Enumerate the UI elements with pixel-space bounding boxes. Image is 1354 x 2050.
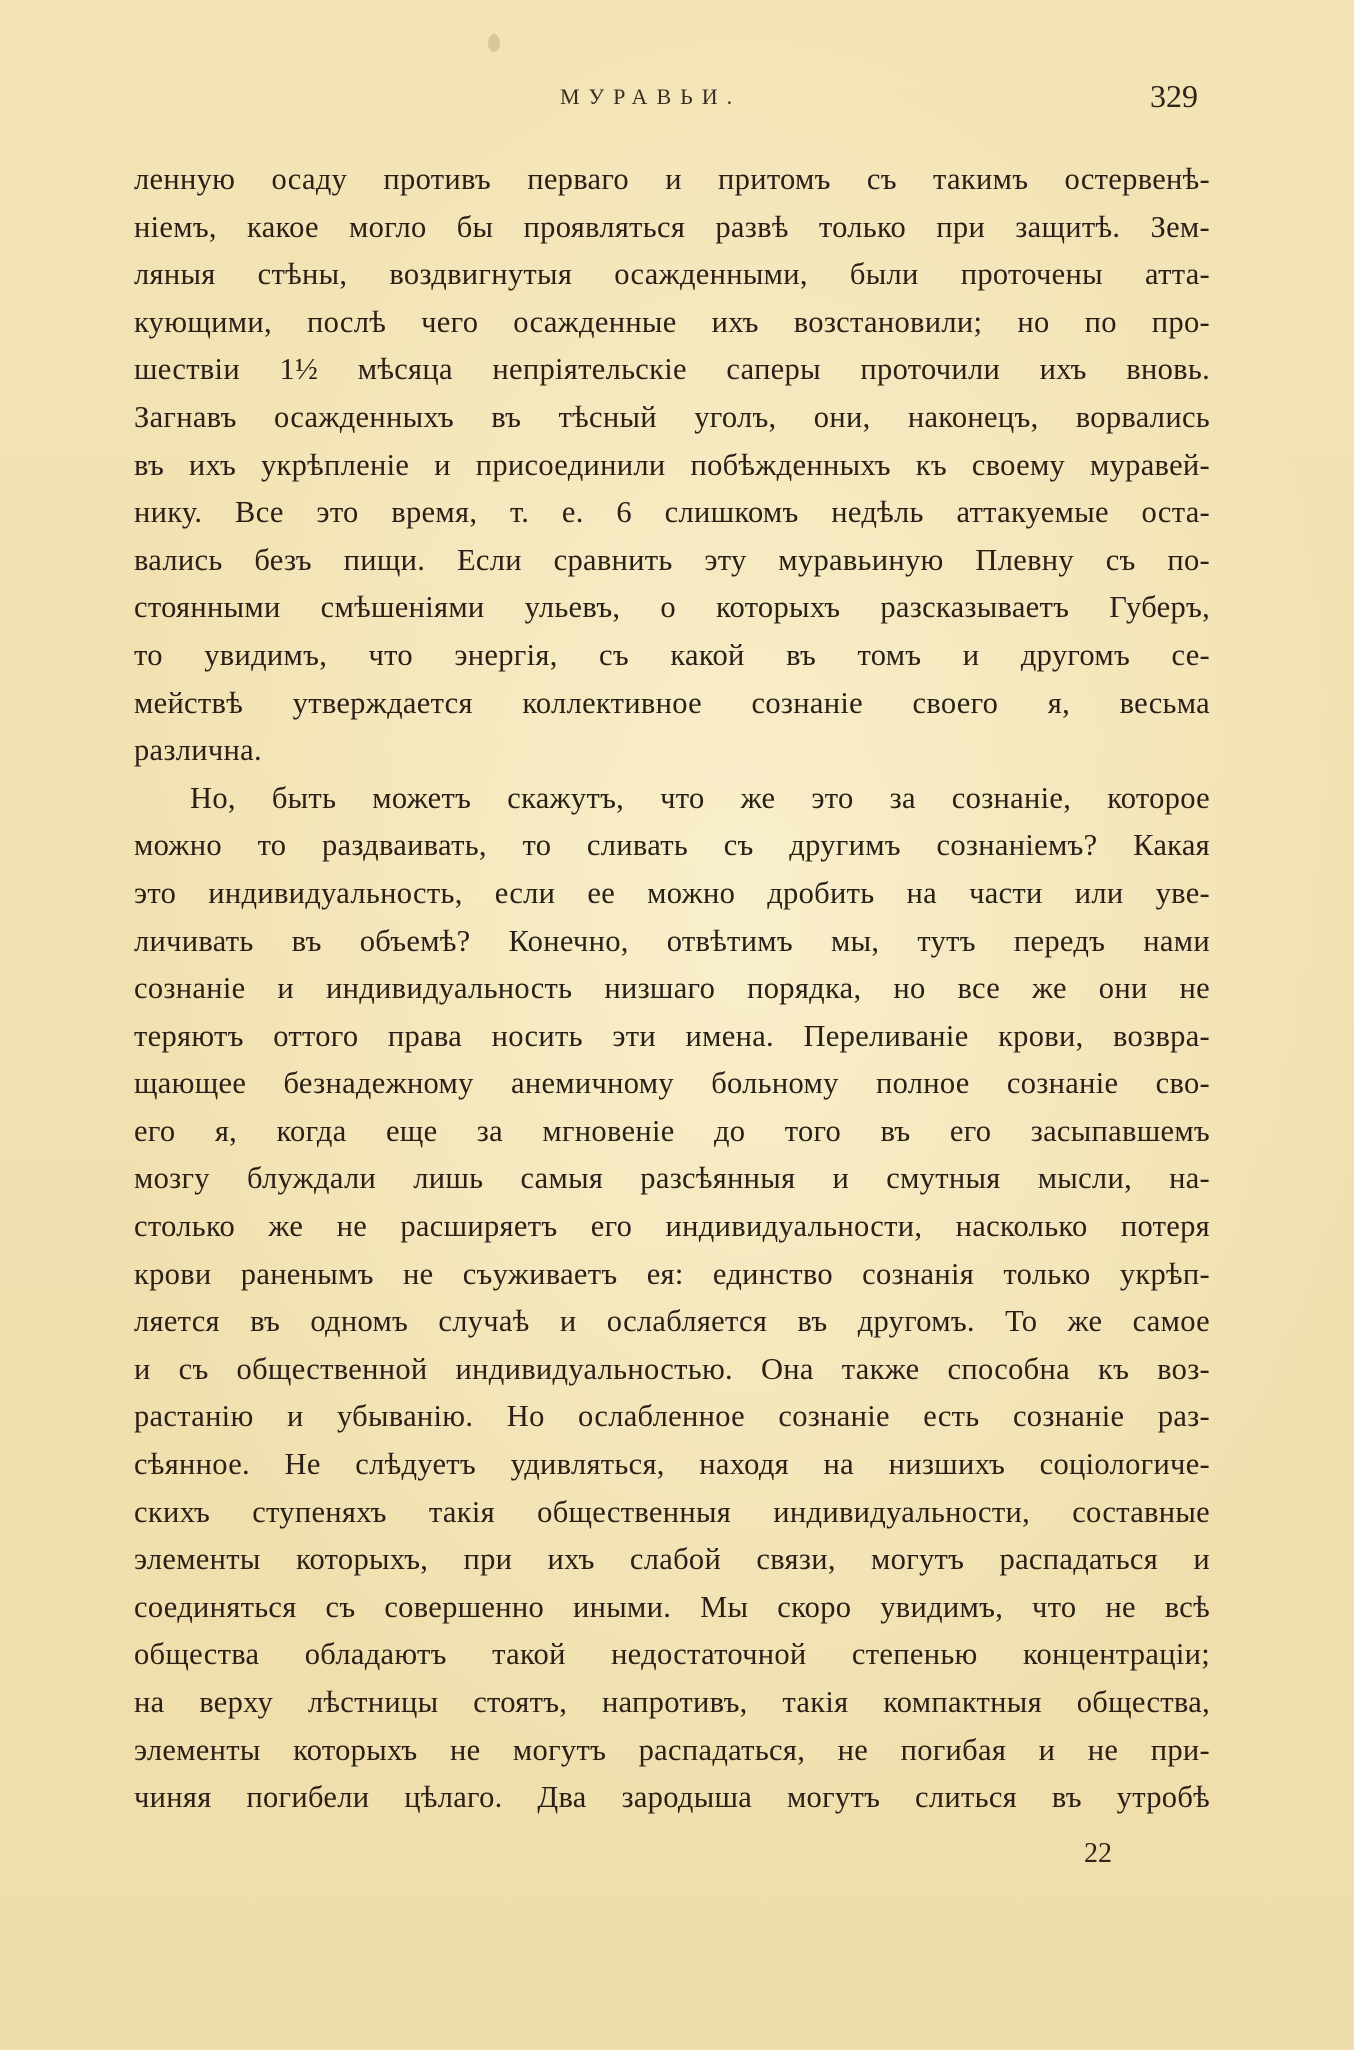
text-line: и съ общественной индивидуальностью. Она также способна къ воз-	[134, 1351, 1210, 1386]
text-line: сознаніе и индивидуальность низшаго порядка, но все же они не	[134, 971, 1210, 1006]
text-line: крови раненымъ не съуживаетъ ея: единство сознанія только укрѣп-	[134, 1256, 1210, 1291]
text-line: ляныя стѣны, воздвигнутыя осажденными, были проточены атта-	[134, 257, 1210, 292]
text-line: щающее безнадежному анемичному больному полное сознаніе сво-	[134, 1066, 1210, 1101]
text-line: шествіи 1½ мѣсяца непріятельскіе саперы проточили ихъ вновь.	[134, 352, 1210, 387]
text-line: ленную осаду противъ перваго и притомъ съ такимъ остервенѣ-	[134, 162, 1210, 196]
text-line: различна.	[134, 733, 262, 768]
text-line: мействѣ утверждается коллективное сознаніе своего я, весьма	[134, 685, 1210, 720]
text-line: въ ихъ укрѣпленіе и присоединили побѣжденныхъ къ своему муравей-	[134, 447, 1210, 482]
text-line: ляется въ одномъ случаѣ и ослабляется въ другомъ. То же самое	[134, 1304, 1210, 1339]
text-line: скихъ ступеняхъ такія общественныя индивидуальности, составные	[134, 1494, 1210, 1529]
text-line: чиняя погибели цѣлаго. Два зародыша могутъ слиться въ утробѣ	[134, 1780, 1210, 1815]
text-line: это индивидуальность, если ее можно дробить на части или уве-	[134, 875, 1210, 910]
text-line: личивать въ объемѣ? Конечно, отвѣтимъ мы, тутъ передъ нами	[134, 923, 1210, 958]
signature-mark: 22	[1084, 1838, 1112, 1869]
text-line: мозгу блуждали лишь самыя разсѣянныя и смутныя мысли, на-	[134, 1161, 1210, 1196]
body-text	[134, 156, 1210, 1822]
text-line: теряютъ оттого права носить эти имена. Переливаніе крови, возвра-	[134, 1018, 1210, 1053]
ink-spot	[488, 34, 500, 52]
text-line: Загнавъ осажденныхъ въ тѣсный уголъ, они, наконецъ, ворвались	[134, 399, 1210, 434]
text-line: элементы которыхъ не могутъ распадаться, не погибая и не при-	[134, 1732, 1210, 1767]
text-line: то увидимъ, что энергія, съ какой въ томъ и другомъ се-	[134, 637, 1210, 672]
text-line: Но, быть можетъ скажутъ, что же это за сознаніе, которое	[190, 780, 1210, 815]
text-line: ніемъ, какое могло бы проявляться развѣ только при защитѣ. Зем-	[134, 209, 1210, 244]
text-line: можно то раздваивать, то сливать съ другимъ сознаніемъ? Какая	[134, 828, 1210, 863]
page-number: 329	[1150, 78, 1198, 114]
text-line: элементы которыхъ, при ихъ слабой связи, могутъ распадаться и	[134, 1542, 1210, 1577]
text-line: кующими, послѣ чего осажденные ихъ возстановили; но по про-	[134, 304, 1210, 339]
running-head: МУРАВЬИ.	[560, 84, 742, 109]
text-line: стоянными смѣшеніями ульевъ, о которыхъ разсказываетъ Губеръ,	[134, 590, 1210, 625]
text-line: сѣянное. Не слѣдуетъ удивляться, находя на низшихъ соціологиче-	[134, 1447, 1210, 1482]
text-line: его я, когда еще за мгновеніе до того въ его засыпавшемъ	[134, 1113, 1210, 1148]
text-line: нику. Все это время, т. е. 6 слишкомъ недѣль аттакуемые оста-	[134, 495, 1210, 530]
text-line: столько же не расширяетъ его индивидуальности, насколько потеря	[134, 1209, 1210, 1244]
text-line: растанію и убыванію. Но ослабленное сознаніе есть сознаніе раз-	[134, 1399, 1210, 1434]
text-line: вались безъ пищи. Если сравнить эту муравьиную Плевну съ по-	[134, 542, 1210, 577]
text-line: соединяться съ совершенно иными. Мы скоро увидимъ, что не всѣ	[134, 1589, 1210, 1624]
text-line: общества обладаютъ такой недостаточной степенью концентраціи;	[134, 1637, 1210, 1672]
text-line: на верху лѣстницы стоятъ, напротивъ, такія компактныя общества,	[134, 1685, 1210, 1719]
